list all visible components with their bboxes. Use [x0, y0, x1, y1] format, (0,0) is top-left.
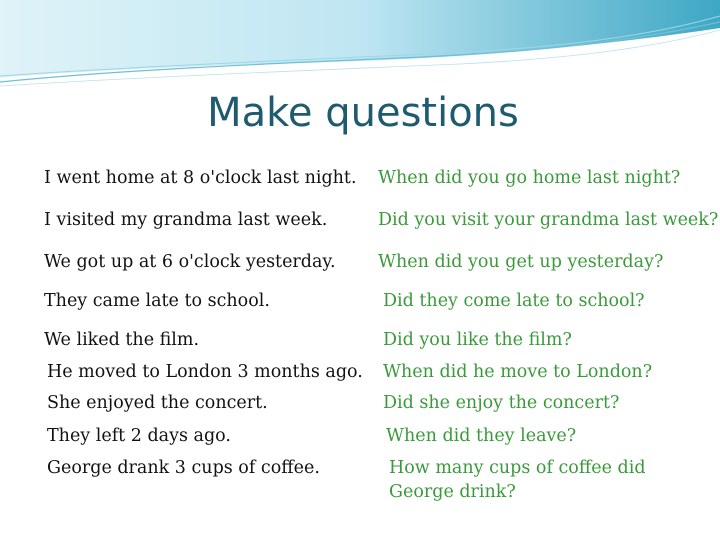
question-6: When did he move to London? [383, 362, 653, 382]
question-5: Did you like the film? [383, 330, 572, 350]
header-wave-decoration [0, 0, 720, 90]
question-9: How many cups of coffee did [389, 458, 646, 478]
question-4: Did they come late to school? [383, 291, 645, 311]
statement-9: George drank 3 cups of coffee. [47, 458, 320, 478]
question-2: Did you visit your grandma last week? [378, 210, 719, 230]
statement-5: We liked the film. [44, 330, 200, 350]
question-3: When did you get up yesterday? [378, 252, 664, 272]
statement-1: I went home at 8 o'clock last night. [44, 168, 357, 188]
statement-2: I visited my grandma last week. [44, 210, 328, 230]
page-title: Make questions [207, 90, 519, 136]
statement-8: They left 2 days ago. [47, 426, 231, 446]
question-8: When did they leave? [386, 426, 577, 446]
statement-3: We got up at 6 o'clock yesterday. [44, 252, 336, 272]
question-9-line-2: George drink? [389, 482, 516, 502]
question-7: Did she enjoy the concert? [383, 393, 620, 413]
statement-6: He moved to London 3 months ago. [47, 362, 363, 382]
statement-4: They came late to school. [44, 291, 270, 311]
statement-7: She enjoyed the concert. [47, 393, 268, 413]
question-1: When did you go home last night? [378, 168, 681, 188]
